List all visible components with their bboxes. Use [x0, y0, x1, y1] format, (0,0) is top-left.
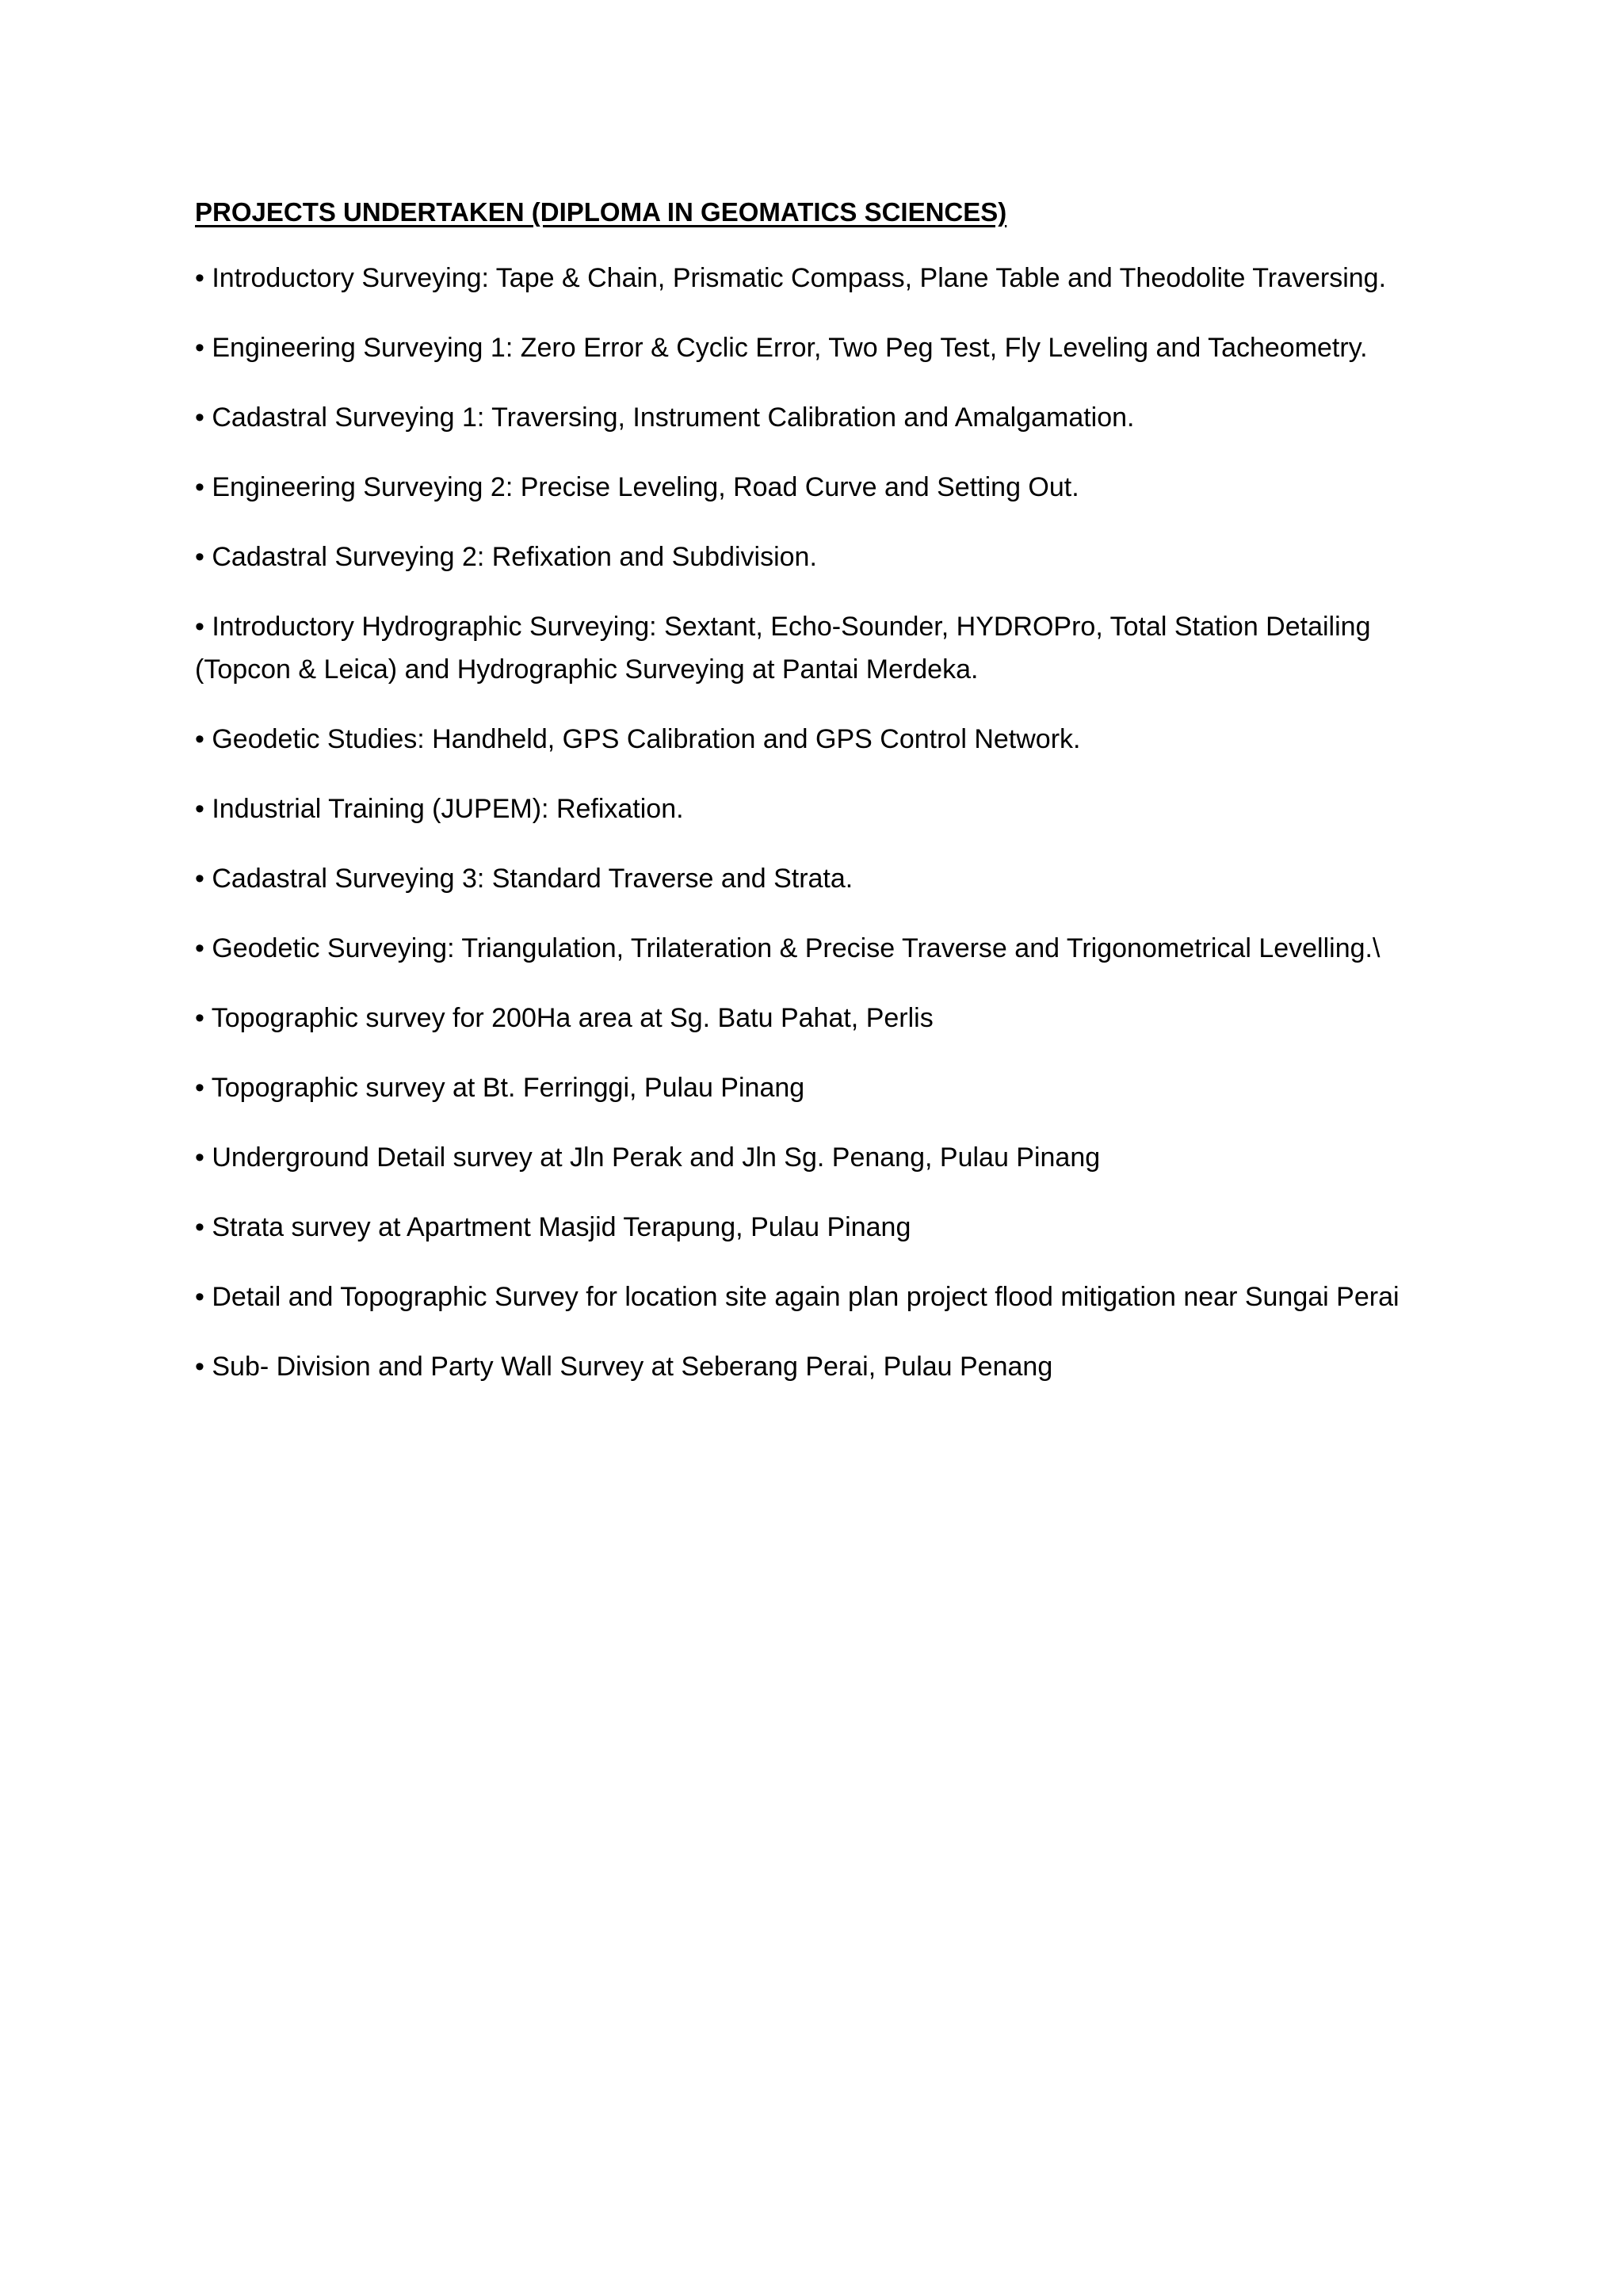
bullet-glyph: •: [195, 1352, 204, 1382]
list-item: [195, 466, 1431, 509]
list-item: [195, 857, 1431, 900]
bullet-glyph: •: [195, 542, 204, 572]
list-item: [195, 605, 1431, 691]
list-item: [195, 997, 1431, 1039]
list-item-text: Cadastral Surveying 2: Refixation and Subdivision.: [212, 542, 817, 572]
document-content: [195, 195, 1431, 1415]
list-item: [195, 326, 1431, 369]
bullet-glyph: •: [195, 1003, 204, 1033]
section-heading: PROJECTS UNDERTAKEN (DIPLOMA IN GEOMATICS SCIENCES): [195, 197, 1007, 227]
list-item-text: Strata survey at Apartment Masjid Terapung, Pulau Pinang: [212, 1212, 911, 1242]
bullet-glyph: •: [195, 612, 204, 642]
list-item-text: Detail and Topographic Survey for location site again plan project flood mitigation near Sungai Perai: [212, 1282, 1400, 1312]
list-item: [195, 257, 1431, 299]
bullet-glyph: •: [195, 1142, 204, 1173]
list-item: [195, 396, 1431, 439]
bullet-glyph: •: [195, 472, 204, 502]
list-item: [195, 927, 1431, 970]
list-item-text: Topographic survey at Bt. Ferringgi, Pulau Pinang: [211, 1073, 805, 1103]
bullet-glyph: •: [195, 1073, 204, 1103]
list-item-text: Engineering Surveying 2: Precise Leveling, Road Curve and Setting Out.: [212, 472, 1079, 502]
list-item-text: Introductory Hydrographic Surveying: Sextant, Echo-Sounder, HYDROPro, Total Station Detailing (Topcon & Leica) and Hydrographic Surveying at Pantai Merdeka.: [195, 612, 1371, 685]
list-item-text: Sub- Division and Party Wall Survey at Seberang Perai, Pulau Penang: [212, 1352, 1053, 1382]
bullet-glyph: •: [195, 933, 204, 963]
list-item-text: Industrial Training (JUPEM): Refixation.: [212, 794, 684, 824]
list-item-text: Cadastral Surveying 3: Standard Traverse and Strata.: [212, 864, 854, 894]
list-item-text: Geodetic Surveying: Triangulation, Trilateration & Precise Traverse and Trigonometrical Levelling.\: [212, 933, 1381, 963]
list-item-text: Introductory Surveying: Tape & Chain, Prismatic Compass, Plane Table and Theodolite Traversing.: [212, 263, 1387, 293]
bullet-glyph: •: [195, 1282, 204, 1312]
list-item: [195, 1276, 1431, 1318]
list-item: [195, 1136, 1431, 1179]
bullet-glyph: •: [195, 724, 204, 754]
list-item: [195, 718, 1431, 761]
list-item-text: Engineering Surveying 1: Zero Error & Cyclic Error, Two Peg Test, Fly Leveling and Tacheometry.: [212, 333, 1368, 363]
list-item-text: Underground Detail survey at Jln Perak and Jln Sg. Penang, Pulau Pinang: [212, 1142, 1101, 1173]
list-item: [195, 1206, 1431, 1249]
bullet-glyph: •: [195, 263, 204, 293]
bullet-glyph: •: [195, 794, 204, 824]
list-item-text: Cadastral Surveying 1: Traversing, Instrument Calibration and Amalgamation.: [212, 402, 1135, 433]
list-item: [195, 1066, 1431, 1109]
project-list: [195, 257, 1431, 1388]
list-item-text: Topographic survey for 200Ha area at Sg. Batu Pahat, Perlis: [211, 1003, 934, 1033]
list-item: [195, 788, 1431, 830]
bullet-glyph: •: [195, 864, 204, 894]
list-item: [195, 1345, 1431, 1388]
list-item-text: Geodetic Studies: Handheld, GPS Calibration and GPS Control Network.: [212, 724, 1081, 754]
bullet-glyph: •: [195, 402, 204, 433]
list-item: [195, 536, 1431, 578]
bullet-glyph: •: [195, 1212, 204, 1242]
bullet-glyph: •: [195, 333, 204, 363]
